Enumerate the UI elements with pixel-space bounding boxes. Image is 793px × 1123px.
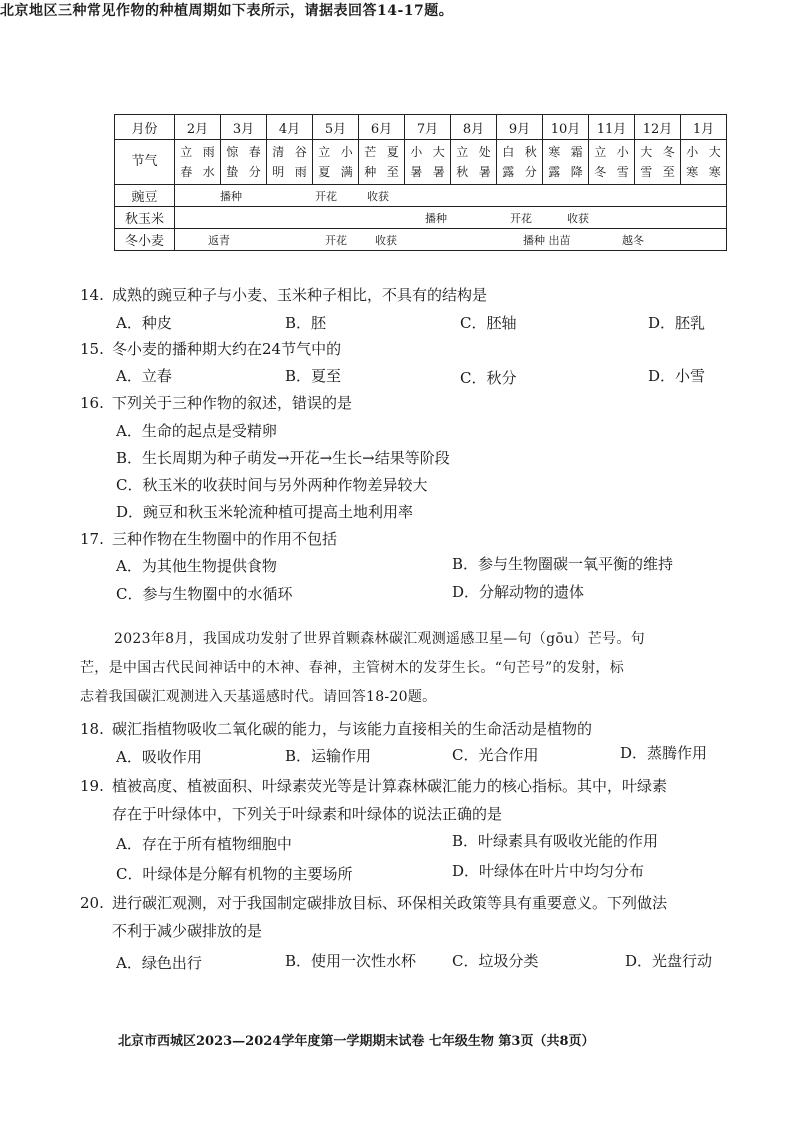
option-b: B．使用一次性水杯: [285, 952, 417, 970]
option-a: A．种皮: [116, 314, 172, 332]
question-number: 19.: [80, 777, 104, 795]
solar-term-char: 冬: [662, 145, 675, 159]
solar-term-cell: [451, 140, 497, 185]
solar-term-char: 蛰: [226, 165, 239, 179]
solar-term-char: 寒: [548, 145, 561, 159]
option-b: B．夏至: [285, 367, 342, 385]
solar-term-char: 惊: [226, 145, 239, 159]
solar-term-char: 秋: [524, 145, 537, 159]
month-cell: 3月: [221, 115, 267, 140]
question-16: [80, 392, 352, 413]
option-d: D．蒸腾作用: [620, 744, 708, 762]
activity-label: 收获: [375, 234, 397, 247]
question-19: [80, 775, 667, 796]
option-a: A．为其他生物提供食物: [116, 557, 277, 575]
question-stem: 冬小麦的播种期大约在24节气中的: [112, 340, 342, 358]
solar-term-char: 寒: [708, 165, 721, 179]
passage-line: 2023年8月，我国成功发射了世界首颗森林碳汇观测遥感卫星—句（gōu）芒号。句: [114, 631, 645, 647]
solar-term-cell: [405, 140, 451, 185]
month-cell: 5月: [313, 115, 359, 140]
option-d: D．光盘行动: [625, 952, 713, 970]
option-a: A．绿色出行: [116, 954, 202, 972]
activity-label: 播种 出苗: [523, 234, 571, 247]
question-number: 20.: [80, 894, 104, 912]
option-b: B．胚: [285, 314, 327, 332]
solar-term-char: 满: [340, 165, 353, 179]
option-a: A．立春: [116, 367, 172, 385]
option-d: D．分解动物的遗体: [452, 583, 585, 601]
solar-term-cell: [221, 140, 267, 185]
option-b: B．生长周期为种子萌发→开花→生长→结果等阶段: [116, 449, 450, 467]
passage-line: 芒，是中国古代民间神话中的木神、春神，主管树木的发芽生长。“句芒号”的发射，标: [80, 660, 625, 676]
question-stem-continued: 不利于减少碳排放的是: [112, 922, 263, 940]
question-stem-continued: 存在于叶绿体中，下列关于叶绿素和叶绿体的说法正确的是: [112, 805, 503, 823]
solar-term-char: 大: [640, 145, 653, 159]
solar-term-char: 立: [180, 145, 193, 159]
month-cell: 7月: [405, 115, 451, 140]
solar-term-cell: [497, 140, 543, 185]
month-header: 月份: [115, 115, 175, 140]
solar-term-char: 种: [364, 165, 377, 179]
solar-term-char: 秋: [456, 165, 469, 179]
solar-term-char: 暑: [410, 165, 423, 179]
question-17: [80, 528, 337, 549]
option-c: C．参与生物圈中的水循环: [116, 585, 293, 603]
activity-label: 收获: [367, 190, 389, 203]
table-row-wheat: [115, 229, 727, 251]
solar-term-cell: [313, 140, 359, 185]
option-c: C．胚轴: [460, 314, 517, 332]
question-14: [80, 284, 487, 305]
crop-name: 冬小麦: [115, 229, 175, 251]
table-row-corn: [115, 207, 727, 229]
solar-term-char: 夏: [386, 145, 399, 159]
solar-term-cell: [175, 140, 221, 185]
question-15: [80, 338, 341, 359]
option-c: C．秋玉米的收获时间与另外两种作物差异较大: [116, 476, 428, 494]
solar-term-char: 水: [202, 165, 215, 179]
question-number: 14.: [80, 286, 104, 304]
solar-term-char: 处: [478, 145, 491, 159]
table-intro: 北京地区三种常见作物的种植周期如下表所示，请据表回答14-17题。: [0, 3, 454, 19]
solar-term-char: 春: [248, 145, 261, 159]
option-b: B．参与生物圈碳一氧平衡的维持: [452, 555, 674, 573]
wheat-timeline: [175, 229, 727, 251]
crop-name: 豌豆: [115, 185, 175, 207]
solar-term-char: 露: [548, 165, 561, 179]
activity-label: 播种: [220, 190, 242, 203]
option-d: D．胚乳: [648, 314, 706, 332]
solar-term-char: 明: [272, 165, 285, 179]
month-cell: 12月: [635, 115, 681, 140]
question-stem: 成熟的豌豆种子与小麦、玉米种子相比，不具有的结构是: [112, 286, 488, 304]
solar-term-char: 谷: [294, 145, 307, 159]
question-number: 15.: [80, 340, 104, 358]
solar-term-char: 雨: [294, 165, 307, 179]
solar-term-char: 大: [432, 145, 445, 159]
month-cell: 8月: [451, 115, 497, 140]
solar-term-char: 雨: [202, 145, 215, 159]
crop-cycle-table: [114, 114, 727, 251]
activity-label: 越冬: [622, 234, 644, 247]
month-cell: 1月: [681, 115, 727, 140]
solar-term-char: 霜: [570, 145, 583, 159]
question-stem: 碳汇指植物吸收二氧化碳的能力，与该能力直接相关的生命活动是植物的: [112, 720, 593, 738]
option-d: D．小雪: [648, 367, 706, 385]
activity-label: 开花: [325, 234, 347, 247]
passage-line: 志着我国碳汇观测进入天基遥感时代。请回答18-20题。: [80, 689, 437, 705]
solar-term-char: 小: [410, 145, 423, 159]
question-number: 16.: [80, 394, 104, 412]
activity-label: 返青: [208, 234, 230, 247]
solar-term-char: 清: [272, 145, 285, 159]
solar-term-char: 立: [318, 145, 331, 159]
activity-label: 收获: [567, 212, 589, 225]
option-a: A．存在于所有植物细胞中: [116, 835, 292, 853]
corn-timeline: [175, 207, 727, 229]
solar-term-char: 立: [594, 145, 607, 159]
solar-term-char: 小: [686, 145, 699, 159]
table-row-terms: [115, 140, 727, 185]
question-stem: 进行碳汇观测，对于我国制定碳排放目标、环保相关政策等具有重要意义。下列做法: [112, 894, 668, 912]
solar-term-cell: [589, 140, 635, 185]
page-footer: 北京市西城区2023—2024学年度第一学期期末试卷 七年级生物 第3页（共8页）: [118, 1034, 595, 1049]
solar-term-cell: [543, 140, 589, 185]
solar-term-char: 小: [616, 145, 629, 159]
question-20: [80, 892, 667, 913]
month-cell: 9月: [497, 115, 543, 140]
option-c: C．光合作用: [452, 746, 539, 764]
question-stem: 下列关于三种作物的叙述，错误的是: [112, 394, 353, 412]
solar-term-char: 冬: [594, 165, 607, 179]
month-cell: 2月: [175, 115, 221, 140]
table-row-months: [115, 115, 727, 140]
option-a: A．吸收作用: [116, 748, 202, 766]
solar-term-char: 雪: [640, 165, 653, 179]
question-number: 17.: [80, 530, 104, 548]
crop-name: 秋玉米: [115, 207, 175, 229]
solar-term-char: 分: [524, 165, 537, 179]
solar-term-char: 小: [340, 145, 353, 159]
option-c: C．秋分: [460, 369, 517, 387]
solar-term-char: 芒: [364, 145, 377, 159]
solar-term-char: 露: [502, 165, 515, 179]
solar-term-char: 至: [662, 165, 675, 179]
month-cell: 10月: [543, 115, 589, 140]
activity-label: 开花: [315, 190, 337, 203]
question-18: [80, 718, 592, 739]
option-c: C．垃圾分类: [452, 952, 539, 970]
question-stem: 三种作物在生物圈中的作用不包括: [112, 530, 338, 548]
table-row-pea: [115, 185, 727, 207]
option-a: A．生命的起点是受精卵: [116, 422, 277, 440]
solar-term-char: 暑: [432, 165, 445, 179]
solar-term-char: 至: [386, 165, 399, 179]
option-b: B．叶绿素具有吸收光能的作用: [452, 832, 659, 850]
solar-term-cell: [635, 140, 681, 185]
question-stem: 植被高度、植被面积、叶绿素荧光等是计算森林碳汇能力的核心指标。其中，叶绿素: [112, 777, 668, 795]
solar-term-cell: [681, 140, 727, 185]
solar-term-char: 分: [248, 165, 261, 179]
solar-term-char: 立: [456, 145, 469, 159]
month-cell: 6月: [359, 115, 405, 140]
month-cell: 4月: [267, 115, 313, 140]
activity-label: 播种: [425, 212, 447, 225]
solar-term-char: 暑: [478, 165, 491, 179]
solar-term-char: 白: [502, 145, 515, 159]
solar-term-cell: [267, 140, 313, 185]
pea-timeline: [175, 185, 727, 207]
passage: [80, 625, 720, 712]
option-d: D．豌豆和秋玉米轮流种植可提高土地利用率: [116, 503, 414, 521]
solar-term-char: 雪: [616, 165, 629, 179]
term-header: 节气: [115, 140, 175, 185]
activity-label: 开花: [510, 212, 532, 225]
option-b: B．运输作用: [285, 747, 372, 765]
solar-term-char: 夏: [318, 165, 331, 179]
solar-term-cell: [359, 140, 405, 185]
option-d: D．叶绿体在叶片中均匀分布: [452, 862, 645, 880]
solar-term-char: 降: [570, 165, 583, 179]
solar-term-char: 大: [708, 145, 721, 159]
month-cell: 11月: [589, 115, 635, 140]
solar-term-char: 春: [180, 165, 193, 179]
question-number: 18.: [80, 720, 104, 738]
solar-term-char: 寒: [686, 165, 699, 179]
option-c: C．叶绿体是分解有机物的主要场所: [116, 865, 353, 883]
